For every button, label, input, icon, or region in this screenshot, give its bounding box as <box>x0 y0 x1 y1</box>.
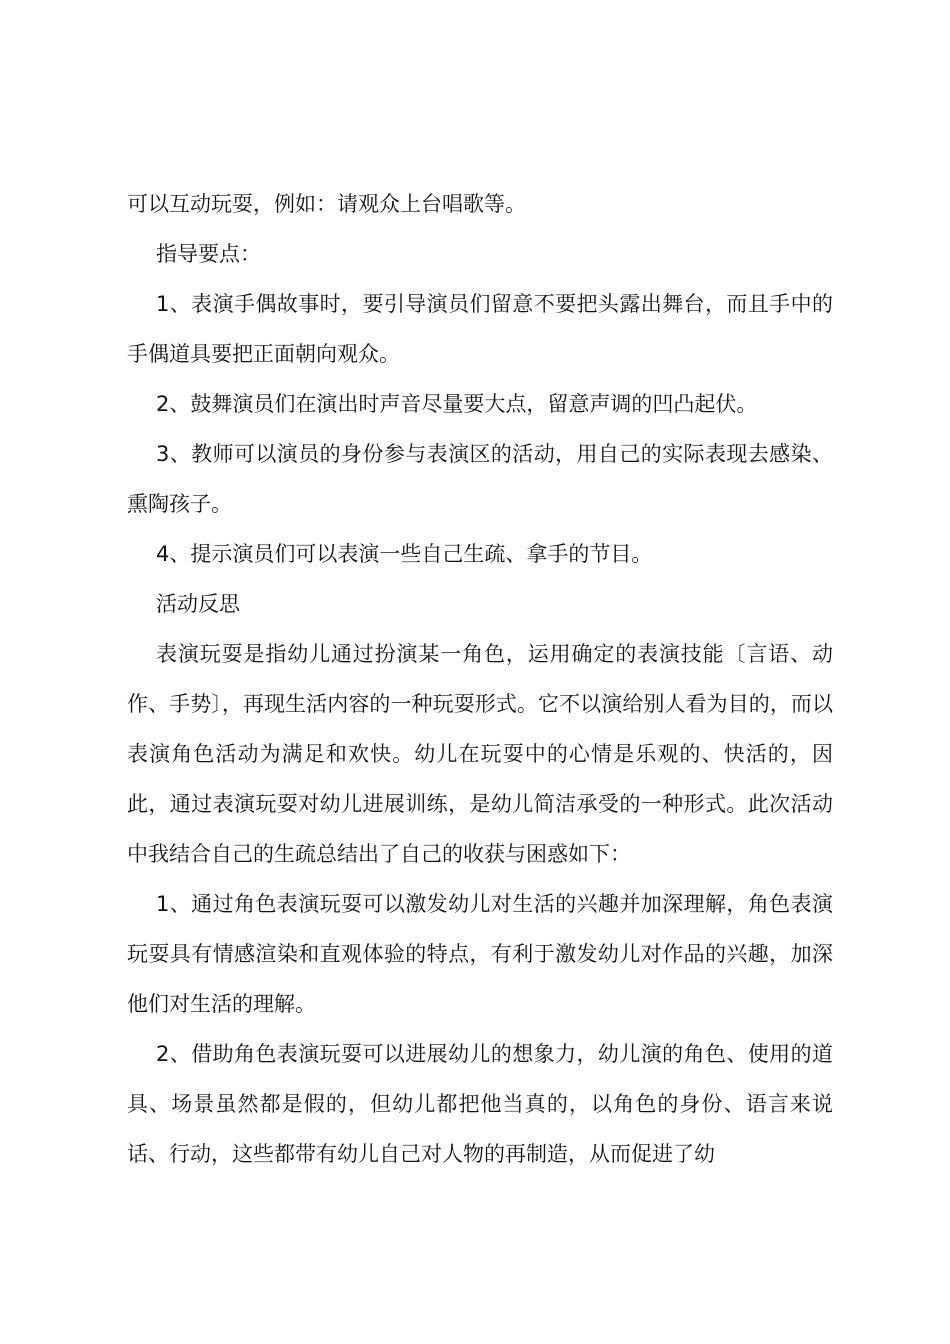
reflection-point-1: 1、通过角色表演玩耍可以激发幼儿对生活的兴趣并加深理解，角色表演玩耍具有情感渲染和直观体验的特点，有利于激发幼儿对作品的兴趣，加深他们对生活的理解。 <box>127 892 833 1016</box>
heading-guidance-points: 指导要点： <box>156 242 261 266</box>
guidance-point-1: 1、表演手偶故事时，要引导演员们留意不要把头露出舞台，而且手中的手偶道具要把正面朝向观众。 <box>127 292 833 366</box>
guidance-point-4: 4、提示演员们可以表演一些自己生疏、拿手的节目。 <box>156 542 653 566</box>
reflection-point-2: 2、借助角色表演玩耍可以进展幼儿的想象力，幼儿演的角色、使用的道具、场景虽然都是假的，但幼儿都把他当真的，以角色的身份、语言来说话、行动，这些都带有幼儿自己对人物的再制造，从而促进了幼 <box>127 1042 833 1166</box>
reflection-intro-paragraph: 表演玩耍是指幼儿通过扮演某一角色，运用确定的表演技能〔言语、动作、手势〕，再现生活内容的一种玩耍形式。它不以演给别人看为目的，而以表演角色活动为满足和欢快。幼儿在玩耍中的心情是乐观的、快活的，因此，通过表演玩耍对幼儿进展训练，是幼儿简洁承受的一种形式。此次活动中我结合自己的生疏总结出了自己的收获与困惑如下： <box>127 642 833 866</box>
document-body <box>127 179 833 1179</box>
heading-activity-reflection: 活动反思 <box>156 592 240 616</box>
paragraph-continued: 可以互动玩耍，例如：请观众上台唱歌等。 <box>127 192 526 216</box>
guidance-point-3: 3、教师可以演员的身份参与表演区的活动，用自己的实际表现去感染、熏陶孩子。 <box>127 442 833 516</box>
guidance-point-2: 2、鼓舞演员们在演出时声音尽量要大点，留意声调的凹凸起伏。 <box>156 392 758 416</box>
